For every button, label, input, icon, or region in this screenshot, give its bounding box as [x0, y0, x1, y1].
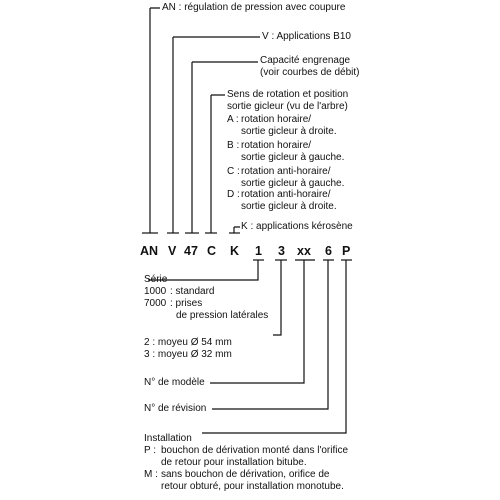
rotation-key-c: C :	[227, 166, 240, 177]
label-capacity-1: Capacité engrenage	[260, 55, 351, 66]
code-hub: 3	[278, 244, 285, 258]
code-model: xx	[297, 244, 311, 258]
connector-kerosene	[234, 227, 240, 233]
label-series-title: Série	[144, 274, 168, 285]
label-rotation-title-2: sortie gicleur (vu de l'arbre)	[227, 101, 348, 112]
rotation-c-line2: sortie gicleur à gauche.	[241, 178, 345, 189]
connector-hub	[273, 260, 281, 335]
label-hub-2: 3 : moyeu Ø 32 mm	[144, 349, 232, 360]
installation-m-line2: retour obturé, pour installation monotube.	[161, 481, 344, 492]
label-hub-1: 2 : moyeu Ø 54 mm	[144, 337, 232, 348]
rotation-key-d: D :	[227, 189, 240, 200]
installation-key-m: M :	[144, 469, 158, 480]
rotation-b-line1: rotation horaire/	[241, 140, 312, 151]
rotation-a-line2: sortie gicleur à droite.	[241, 126, 337, 137]
code-kerosene: K	[230, 244, 240, 258]
label-rotation-title-1: Sens de rotation et position	[227, 89, 349, 100]
code-revision: 6	[325, 244, 332, 258]
series-lateral-value-2: de pression latérales	[176, 310, 269, 321]
code-rotation: C	[207, 244, 217, 258]
label-revision: N° de révision	[144, 403, 207, 414]
rotation-c-line1: rotation anti-horaire/	[241, 166, 331, 177]
label-kerosene: K : applications kérosène	[241, 221, 353, 232]
code-v: V	[168, 244, 177, 258]
installation-p-line2: de retour pour installation bitube.	[161, 457, 307, 468]
rotation-b-line2: sortie gicleur à gauche.	[241, 152, 345, 163]
rotation-key-b: B :	[227, 140, 240, 151]
code-installation: P	[342, 244, 351, 258]
label-an: AN : régulation de pression avec coupure	[162, 2, 346, 13]
connector-rotation	[211, 95, 225, 233]
label-model: N° de modèle	[144, 377, 205, 388]
series-lateral-key: 7000	[144, 298, 167, 309]
series-standard-value: : standard	[170, 286, 215, 297]
label-installation-title: Installation	[144, 433, 192, 444]
series-standard-key: 1000	[144, 286, 167, 297]
rotation-key-a: A :	[227, 114, 239, 125]
label-capacity-2: (voir courbes de débit)	[260, 67, 360, 78]
label-v: V : Applications B10	[262, 31, 351, 42]
series-lateral-value: : prises	[170, 298, 203, 309]
installation-m-line1: sans bouchon de dérivation, orifice de	[161, 469, 330, 480]
connector-revision	[212, 260, 328, 409]
rotation-d-line1: rotation anti-horaire/	[241, 189, 331, 200]
connector-an	[150, 8, 160, 233]
rotation-d-line2: sortie gicleur à droite.	[241, 201, 337, 212]
installation-key-p: P :	[144, 445, 157, 456]
rotation-a-line1: rotation horaire/	[241, 114, 312, 125]
code-capacity: 47	[184, 244, 198, 258]
code-series: 1	[255, 244, 262, 258]
installation-p-line1: bouchon de dérivation monté dans l'orifice	[161, 445, 349, 456]
code-an: AN	[140, 244, 159, 258]
